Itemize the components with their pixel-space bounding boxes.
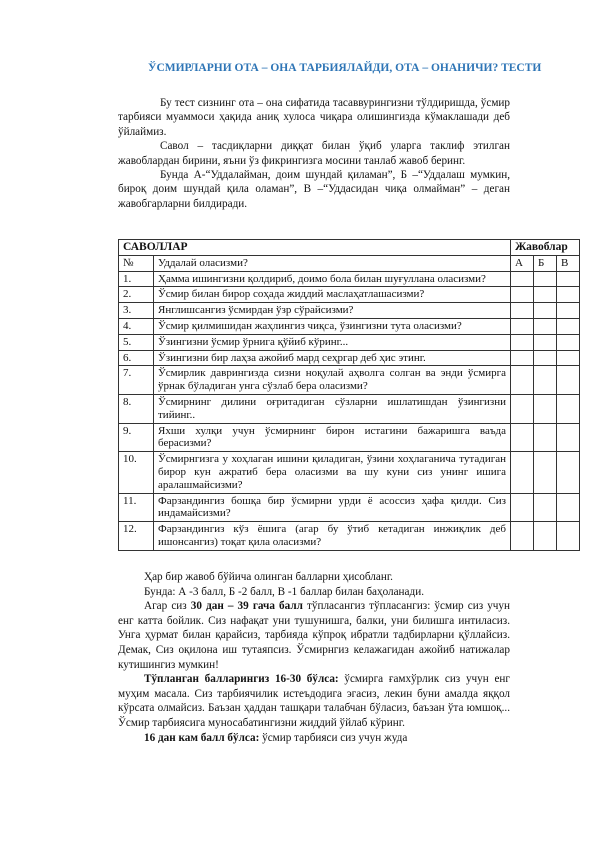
scoring-paragraph: Ҳар бир жавоб бўйича олинган балларни ҳисобланг. [144, 571, 393, 583]
answers-header: Жавоблар [511, 240, 580, 256]
scoring-text-part: ўсмир тарбияси сиз учун жуда [259, 731, 408, 744]
table-row [119, 394, 580, 423]
answer-a-cell[interactable] [511, 522, 534, 551]
answer-v-cell[interactable] [557, 287, 580, 303]
question-text: Яхши хулқи учун ўсмирнинг бирон истагини бажаришга ваъда берасизми? [154, 423, 511, 452]
intro-text [118, 96, 510, 211]
answer-v-cell[interactable] [557, 318, 580, 334]
scoring-range: 30 дан – 39 гача балл [190, 600, 303, 613]
question-number: 2. [119, 287, 154, 303]
answer-a-cell[interactable] [511, 271, 534, 287]
question-text: Ўсмир билан бирор соҳада жиддий маслаҳатлашасизми? [154, 287, 511, 303]
table-row [119, 522, 580, 551]
answer-b-cell[interactable] [534, 334, 557, 350]
answer-a-cell[interactable] [511, 366, 534, 395]
intro-paragraph: Бунда А-“Уддалайман, доим шундай қиламан”, Б –“Уддалаш мумкин, бироқ доим шундай қила оламан”, В –“Уддасидан чиқа олмайман” – деган жавобгарларни билдиради. [118, 169, 510, 210]
question-number: 5. [119, 334, 154, 350]
scoring-range: 16 дан кам балл бўлса: [144, 731, 260, 744]
answer-b-cell[interactable] [534, 423, 557, 452]
table-row [119, 366, 580, 395]
answer-v-cell[interactable] [557, 493, 580, 522]
scoring-text-part: тўпласангиз тўпласангиз: ўсмир сиз учун енг катта бойлик. Сиз нафақат уни тушунишга, балки, уни билишга интиласиз. Унга ҳурмат билан қарайсиз, тарбияда кўпроқ ибратли тадбирларни қўллайсиз. Демак, Сиз оқилона иш тутаяпсиз. Ўсмирнгиз келажагидан ажойиб натижалар кутишингиз мумкин! [118, 600, 511, 671]
intro-paragraph: Савол – тасдиқларни диққат билан ўқиб уларга таклиф этилган жавоблардан бирини, яъни ўз фикрингизга мосини танлаб жавоб беринг. [118, 140, 510, 167]
answer-a-header: А [511, 255, 534, 271]
table-row [119, 334, 580, 350]
answer-v-cell[interactable] [557, 366, 580, 395]
answer-v-header: В [557, 255, 580, 271]
question-number: 12. [119, 522, 154, 551]
question-text: Янглишсангиз ўсмирдан ўзр сўрайсизми? [154, 303, 511, 319]
answer-v-cell[interactable] [557, 350, 580, 366]
first-question-header: Уддалай оласизми? [154, 255, 511, 271]
question-text: Фарзандингиз кўз ёшига (агар бу ўтиб кетадиган инжиқлик деб ишонсангиз) тоқат қила оласизми? [154, 522, 511, 551]
question-number: 11. [119, 493, 154, 522]
question-number: 8. [119, 394, 154, 423]
question-number: 7. [119, 366, 154, 395]
number-column-header: № [119, 255, 154, 271]
table-row [119, 350, 580, 366]
answer-b-cell[interactable] [534, 318, 557, 334]
question-text: Ўсмирлик даврингизда сизни ноқулай аҳволга солган ва энди ўсмирга ўрнак бўладиган унга сўзлаб бера оласизми? [154, 366, 511, 395]
scoring-paragraph [118, 599, 510, 672]
answer-b-cell[interactable] [534, 522, 557, 551]
question-number: 10. [119, 452, 154, 493]
answer-b-cell[interactable] [534, 287, 557, 303]
table-row [119, 452, 580, 493]
answer-b-cell[interactable] [534, 366, 557, 395]
question-text: Ўзингизни ўсмир ўрнига қўйиб кўринг... [154, 334, 511, 350]
scoring-text [118, 570, 510, 745]
table-header-row [119, 240, 580, 256]
table-row [119, 318, 580, 334]
answer-b-cell[interactable] [534, 271, 557, 287]
table-row [119, 271, 580, 287]
answer-a-cell[interactable] [511, 394, 534, 423]
answer-a-cell[interactable] [511, 303, 534, 319]
question-text: Фарзандингиз бошқа бир ўсмирни урди ё асоссиз ҳафа қилди. Сиз индамайсизми? [154, 493, 511, 522]
answer-b-header: Б [534, 255, 557, 271]
scoring-paragraph [118, 731, 510, 746]
answer-a-cell[interactable] [511, 334, 534, 350]
answer-v-cell[interactable] [557, 394, 580, 423]
question-text: Ўсмирнинг дилини оғритадиган сўзларни ишлатишдан ўзингизни тийинг.. [154, 394, 511, 423]
answer-v-cell[interactable] [557, 334, 580, 350]
table-row [119, 303, 580, 319]
table-row [119, 287, 580, 303]
question-number: 9. [119, 423, 154, 452]
question-text: Ўсмир қилмишидан жаҳлингиз чиқса, ўзингизни тута оласизми? [154, 318, 511, 334]
question-number: 3. [119, 303, 154, 319]
scoring-text-part: ўсмирга ғамхўрлик сиз учун енг муҳим масала. Сиз тарбиячилик истеъдодига эгасиз, лекин буни амалда яққол кўрсата олмайсиз. Баъзан ҳаддан ташқари талабчан бўласиз, баъзан ўта юмшоқ... Ўсмир тарбиясига муносабатингизни жиддий ўйлаб кўринг. [118, 673, 511, 729]
answer-v-cell[interactable] [557, 423, 580, 452]
answer-b-cell[interactable] [534, 350, 557, 366]
table-row [119, 423, 580, 452]
question-text: Ҳамма ишингизни қолдириб, доимо бола билан шуғуллана оласизми? [154, 271, 511, 287]
answer-a-cell[interactable] [511, 452, 534, 493]
question-number: 1. [119, 271, 154, 287]
answer-b-cell[interactable] [534, 452, 557, 493]
answer-b-cell[interactable] [534, 493, 557, 522]
scoring-text-part: Агар сиз [144, 600, 191, 613]
questions-header: САВОЛЛАР [119, 240, 511, 256]
question-number: 4. [119, 318, 154, 334]
scoring-range: Тўпланган балларингиз 16-30 бўлса: [144, 673, 339, 686]
answer-a-cell[interactable] [511, 423, 534, 452]
answer-v-cell[interactable] [557, 271, 580, 287]
answer-v-cell[interactable] [557, 522, 580, 551]
scoring-paragraph: Бунда: А -3 балл, Б -2 балл, В -1 баллар билан баҳоланади. [144, 585, 424, 598]
answer-a-cell[interactable] [511, 287, 534, 303]
question-text: Ўсмирнгизга у хоҳлаган ишини қиладиган, ўзини хоҳлаганича тутадиган бирор кун ажратиб бера оласизми ва шу куни сиз унинг ишига аралашмайсизми? [154, 452, 511, 493]
page-title: ЎСМИРЛАРНИ ОТА – ОНА ТАРБИЯЛАЙДИ, ОТА – ОНАНИЧИ? ТЕСТИ [148, 62, 542, 74]
intro-paragraph: Бу тест сизнинг ота – она сифатида тасаввурингизни тўлдиришда, ўсмир тарбияси муаммоси ҳақида аниқ хулоса чиқара олишингизда кўмаклашади деб ўйлаймиз. [118, 97, 510, 138]
answer-b-cell[interactable] [534, 394, 557, 423]
answer-a-cell[interactable] [511, 318, 534, 334]
table-row [119, 493, 580, 522]
question-text: Ўзингизни бир лаҳза ажойиб мард сеҳргар деб ҳис этинг. [154, 350, 511, 366]
answer-a-cell[interactable] [511, 493, 534, 522]
scoring-paragraph [118, 672, 510, 730]
answer-b-cell[interactable] [534, 303, 557, 319]
question-number: 6. [119, 350, 154, 366]
answer-a-cell[interactable] [511, 350, 534, 366]
answer-v-cell[interactable] [557, 452, 580, 493]
questions-table [118, 239, 580, 551]
table-subheader-row [119, 255, 580, 271]
answer-v-cell[interactable] [557, 303, 580, 319]
